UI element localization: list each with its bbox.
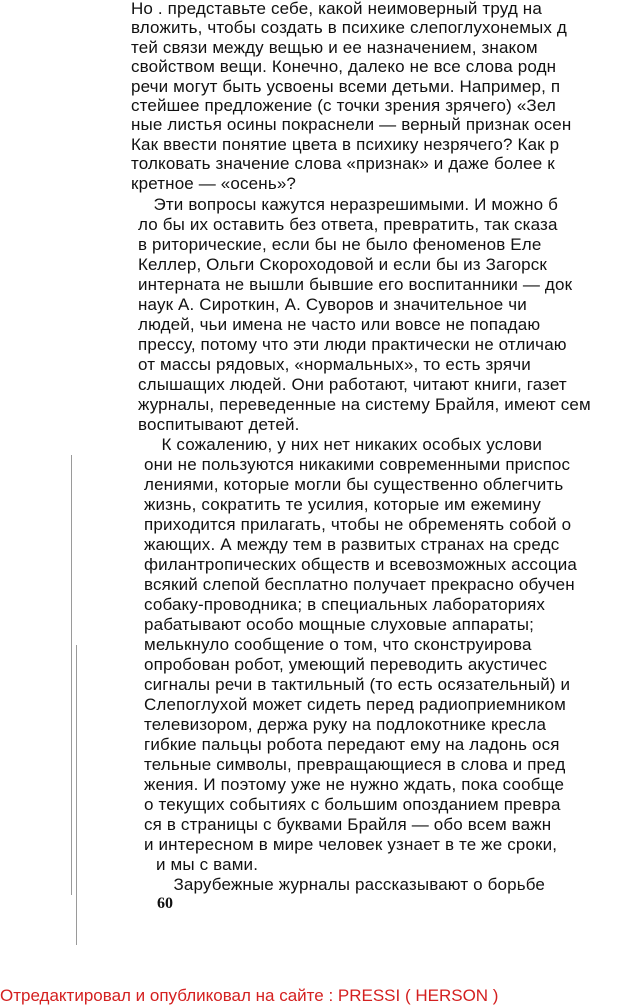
text-line: Как ввести понятие цвета в психику незрячего? Как р <box>131 135 560 154</box>
text-line: приходится прилагать, чтобы не обременять собой о <box>144 515 572 534</box>
text-line: от массы рядовых, «нормальных», то есть зрячи <box>138 355 531 374</box>
text-line: толковать значение слова «признак» и даже более к <box>131 154 555 173</box>
text-line: в риторические, если бы не было феноменов Еле <box>138 235 542 254</box>
text-line: воспитывают детей. <box>138 415 300 434</box>
text-line: и мы с вами. <box>156 855 259 874</box>
text-line: наук А. Сироткин, А. Суворов и значительное чи <box>138 295 527 314</box>
text-line: Зарубежные журналы рассказывают о борьбе <box>154 875 546 894</box>
margin-line <box>76 645 77 945</box>
text-line: филантропических обществ и всевозможных ассоциа <box>144 555 577 574</box>
text-line: лениями, которые могли бы существенно облегчить <box>144 475 564 494</box>
text-line: жающих. А между тем в развитых странах на средс <box>144 535 560 554</box>
text-line: тельные символы, превращающиеся в слова и пред <box>144 755 566 774</box>
text-line: рабатывают особо мощные слуховые аппараты; <box>144 615 534 634</box>
text-line: ло бы их оставить без ответа, превратить, так сказа <box>138 215 558 234</box>
text-line: свойством вещи. Конечно, далеко не все слова родн <box>131 57 557 76</box>
text-line: мелькнуло сообщение о том, что сконструирова <box>144 635 532 654</box>
text-line: собаку-проводника; в специальных лабораториях <box>144 595 546 614</box>
text-line: кретное — «осень»? <box>131 174 297 193</box>
text-line: Эти вопросы кажутся неразрешимыми. И можно б <box>134 195 559 214</box>
text-line: гибкие пальцы робота передают ему на ладонь ося <box>144 735 560 754</box>
text-line: стейшее предложение (с точки зрения зрячего) «Зел <box>131 96 556 115</box>
text-line: прессу, потому что эти люди практически не отличаю <box>138 335 567 354</box>
text-line: журналы, переведенные на систему Брайля, имеют сем <box>138 395 591 414</box>
text-line: Но . представьте себе, какой неимоверный труд на <box>131 0 542 18</box>
text-line: жения. И поэтому уже не нужно ждать, пока сообще <box>144 775 565 794</box>
text-line: телевизором, держа руку на подлокотнике кресла <box>144 715 547 734</box>
text-line: ся в страницы с буквами Брайля — обо всем важн <box>144 815 552 834</box>
text-line: Слепоглухой может сидеть перед радиоприемником <box>144 695 566 714</box>
text-line: вложить, чтобы создать в психике слепоглухонемых д <box>131 18 567 37</box>
text-line: опробован робот, умеющий переводить акустичес <box>144 655 548 674</box>
margin-line <box>71 455 72 895</box>
text-line: сигналы речи в тактильный (то есть осязательный) и <box>144 675 571 694</box>
text-line: речи могут быть усвоены всеми детьми. Например, п <box>131 77 561 96</box>
text-line: К сожалению, у них нет никаких особых услови <box>142 435 543 454</box>
text-line: тей связи между вещью и ее назначением, знаком <box>131 38 538 57</box>
text-line: всякий слепой бесплатно получает прекрасно обучен <box>144 575 575 594</box>
text-line: слышащих людей. Они работают, читают книги, газет <box>138 375 567 394</box>
text-line: людей, чьи имена не часто или вовсе не попадаю <box>138 315 541 334</box>
text-line: жизнь, сократить те усилия, которые им ежемину <box>144 495 541 514</box>
text-line: они не пользуются никакими современными приспос <box>144 455 571 474</box>
text-line: ные листья осины покраснели — верный признак осен <box>131 115 572 134</box>
footer-credit: Отредактировал и опубликовал на сайте : PRESSI ( HERSON ) <box>0 986 499 1005</box>
text-line: Келлер, Ольги Скороходовой и если бы из Загорск <box>138 255 548 274</box>
text-line: и интересном в мире человек узнает в те же сроки, <box>144 835 558 854</box>
page-number: 60 <box>157 895 173 912</box>
text-line: о текущих событиях с большим опозданием превра <box>144 795 561 814</box>
text-line: интерната не вышли бывшие его воспитанники — док <box>138 275 573 294</box>
